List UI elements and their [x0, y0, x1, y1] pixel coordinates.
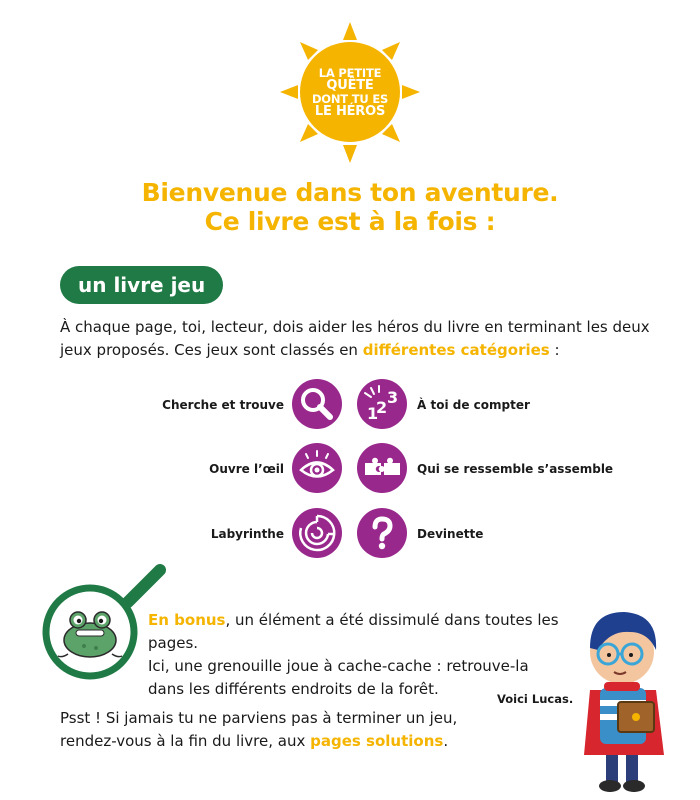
intro-text-before: À chaque page, toi, lecteur, dois aider les héros du livre en terminant les deux jeux proposés. Ces jeux sont classés en — [60, 318, 650, 359]
psst-highlight: pages solutions — [310, 732, 444, 750]
bonus-highlight: En bonus — [148, 611, 226, 629]
intro-highlight: différentes catégories — [362, 341, 550, 359]
lucas-caption: Voici Lucas. — [497, 692, 574, 706]
category-label-riddle: Devinette — [417, 527, 484, 541]
eye-icon — [292, 443, 342, 493]
psst-text-1: Psst ! Si jamais tu ne parviens pas à terminer un jeu, — [60, 709, 458, 727]
category-label-open-your-eye: Ouvre l’œil — [209, 462, 284, 476]
svg-text:3: 3 — [387, 388, 399, 407]
psst-text-2: rendez-vous à la fin du livre, aux — [60, 732, 311, 750]
badge-line-1: LA PETITE — [318, 65, 382, 80]
maze-icon — [292, 508, 342, 558]
category-label-counting: À toi de compter — [417, 398, 530, 412]
svg-text:1: 1 — [367, 404, 379, 423]
bonus-text-1: , un élément a été dissimulé dans toutes les pages. — [148, 611, 559, 652]
lucas-character-illustration — [570, 590, 680, 795]
numbers-123-icon — [357, 379, 407, 429]
badge-line-4: LE HÉROS — [314, 103, 386, 119]
magnifier-icon — [292, 379, 342, 429]
psst-paragraph — [60, 707, 480, 753]
badge-line-3: DONT TU ES — [311, 91, 389, 106]
puzzle-icon — [357, 443, 407, 493]
psst-text-3: . — [443, 732, 449, 750]
category-label-search-and-find: Cherche et trouve — [162, 398, 284, 412]
intro-text-after: : — [549, 341, 560, 359]
bonus-paragraph — [148, 609, 588, 701]
section-pill: un livre jeu — [60, 266, 223, 304]
bonus-text-2: Ici, une grenouille joue à cache-cache : retrouve-la — [148, 657, 529, 675]
category-label-matching: Qui se ressemble s’assemble — [417, 462, 614, 476]
intro-paragraph — [60, 316, 660, 362]
svg-text:2: 2 — [376, 398, 388, 417]
category-label-labyrinth: Labyrinthe — [210, 527, 284, 541]
quest-sun-badge — [280, 20, 420, 165]
question-mark-icon — [357, 508, 407, 558]
welcome-heading: Bienvenue dans ton aventure. — [141, 178, 559, 207]
badge-line-2: QUÊTE — [326, 77, 374, 93]
bonus-text-3: dans les différents endroits de la forêt. — [148, 680, 439, 698]
subheading: Ce livre est à la fois : — [204, 207, 496, 236]
